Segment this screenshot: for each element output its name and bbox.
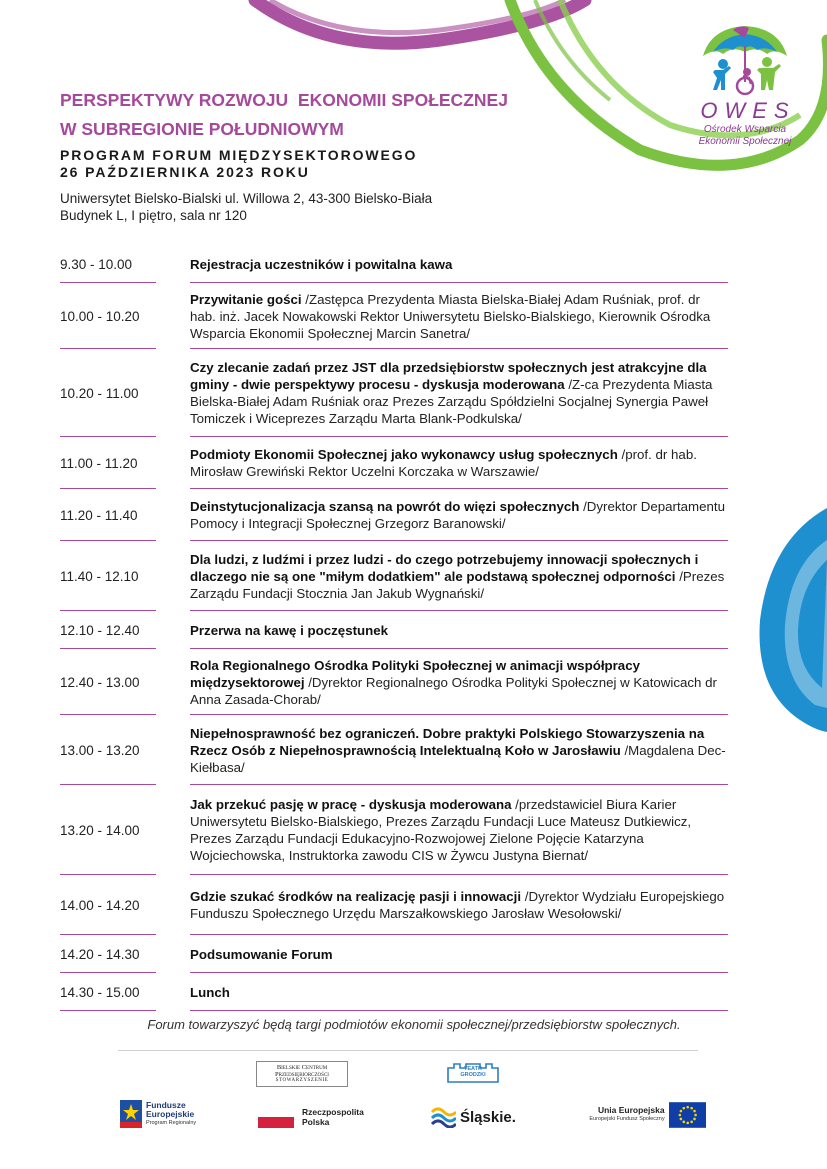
program-time: 12.40 - 13.00 — [60, 674, 140, 690]
subtitle-line1: PROGRAM FORUM MIĘDZYSEKTOROWEGO — [60, 147, 418, 163]
program-row — [60, 935, 728, 973]
program-description — [190, 359, 728, 427]
program-row — [60, 541, 728, 611]
program-topic: Dla ludzi, z ludźmi i przez ludzi - do czego potrzebujemy innowacji społecznych i dlaczego nie są one "miłym dodatkiem" ale podstawą społecznej odporności — [190, 551, 699, 584]
owes-logo — [690, 22, 800, 162]
program-description — [190, 946, 728, 963]
program-description — [190, 622, 728, 639]
program-description — [190, 796, 728, 864]
program-time: 11.00 - 11.20 — [60, 455, 138, 471]
owes-subtitle-line2: Ekonomii Społecznej — [698, 136, 792, 147]
address-line2: Budynek L, I piętro, sala nr 120 — [60, 208, 247, 223]
ue-logo-line1: Unia Europejska — [597, 1105, 665, 1115]
program-speakers: /Dyrektor Wydziału Europejskiego Funduszu Społecznego Urzędu Marszałkowskiego Jarosław Wesołowski/ — [190, 889, 725, 921]
program-row — [60, 649, 728, 715]
eu-star — [686, 1122, 689, 1125]
bcp-logo-line2: Przedsiębiorczości — [275, 1071, 329, 1078]
eu-star — [693, 1118, 696, 1121]
program-time: 10.20 - 11.00 — [60, 385, 139, 401]
program-row — [60, 785, 728, 875]
program-time: 10.00 - 10.20 — [60, 308, 140, 324]
fundusze-europejskie-logo — [120, 1097, 210, 1131]
program-topic: Podsumowanie Forum — [190, 946, 333, 962]
blue-brush-circle — [760, 508, 827, 732]
eu-star — [693, 1110, 696, 1113]
slaskie-waves-icon — [430, 1106, 456, 1128]
program-time: 11.40 - 12.10 — [60, 568, 139, 584]
footer-note: Forum towarzyszyć będą targi podmiotów ekonomii społecznej/przedsiębiorstw społecznych. — [147, 1017, 681, 1032]
program-description — [190, 725, 728, 776]
program-description — [190, 498, 728, 532]
program-time: 9.30 - 10.00 — [60, 256, 133, 272]
program-time: 14.30 - 15.00 — [60, 984, 140, 1000]
owes-wordmark: OWES — [700, 98, 796, 123]
program-time: 12.10 - 12.40 — [60, 622, 140, 638]
program-description — [190, 291, 728, 342]
purple-brush-arc — [255, 0, 585, 43]
program-description — [190, 657, 728, 708]
ue-logo-line2: Europejski Fundusz Społeczny — [589, 1116, 665, 1122]
program-speakers: /prof. dr hab. Mirosław Grewiński Rektor Uczelni Korczaka w Warszawie/ — [190, 447, 697, 479]
page-title — [60, 86, 620, 144]
program-description — [190, 551, 728, 602]
address-line1: Uniwersytet Bielsko-Bialski ul. Willowa 2, 43-300 Bielsko-Biała — [60, 191, 433, 206]
program-time: 13.20 - 14.00 — [60, 822, 140, 838]
eu-star — [682, 1107, 685, 1110]
program-description — [190, 256, 728, 273]
slaskie-logo — [430, 1104, 530, 1130]
eu-star — [682, 1121, 685, 1124]
program-topic: Gdzie szukać środków na realizację pasji i innowacji — [190, 889, 522, 904]
program-description — [190, 984, 728, 1001]
program-schedule — [60, 245, 728, 1011]
program-topic: Niepełnosprawność bez ograniczeń. Dobre praktyki Polskiego Stowarzyszenia na Rzecz Osób z Niepełnosprawnością Intelektualną Koło w Jarosławiu — [190, 725, 705, 758]
program-row — [60, 245, 728, 283]
program-topic: Czy zlecanie zadań przez JST dla przedsiębiorstw społecznych jest atrakcyjne dla gminy - dwie perspektywy procesu - dyskusja moderowana — [190, 360, 707, 392]
page-title-line2: W SUBREGIONIE POŁUDNIOWYM — [60, 119, 344, 139]
program-speakers: /przedstawiciel Biura Karier Uniwersytetu Bielsko-Bialskiego, Prezes Zarządu Fundacji Luce Mateusz Dutkiewicz, Prezes Zarządu Fundacji Edukacyjno-Rozwojowej Zielone Pojęcie Katarzyna Wojciechowska, Instruktorka zawodu CIS w Żywcu Justyna Biernat/ — [190, 797, 692, 863]
unia-europejska-logo — [570, 1097, 710, 1133]
program-topic: Rejestracja uczestników i powitalna kawa — [190, 256, 453, 272]
eu-flag-icon — [669, 1102, 706, 1128]
page-title-line1: PERSPEKTYWY ROZWOJU EKONOMII SPOŁECZNEJ — [60, 90, 508, 110]
program-row — [60, 437, 728, 489]
program-description — [190, 446, 728, 480]
eu-star — [678, 1114, 681, 1117]
row-divider-right — [190, 1010, 728, 1011]
program-topic: Przerwa na kawę i poczęstunek — [190, 622, 389, 638]
eu-star — [690, 1107, 693, 1110]
teatr-logo-line2: GRODZKI — [460, 1072, 486, 1078]
program-topic: Deinstytucjonalizacja szansą na powrót do więzi społecznych — [190, 499, 580, 514]
eu-star — [679, 1110, 682, 1113]
program-time: 13.00 - 13.20 — [60, 742, 140, 758]
teatr-grodzki-logo — [443, 1056, 503, 1090]
footer-divider — [118, 1050, 698, 1051]
row-divider-left — [60, 1010, 156, 1011]
rp-logo-line2: Polska — [302, 1117, 330, 1127]
owes-subtitle-line1: Ośrodek Wsparcia — [703, 124, 787, 135]
fe-logo-line3: Program Regionalny — [146, 1119, 197, 1126]
rzeczpospolita-polska-logo — [258, 1103, 378, 1131]
program-row — [60, 875, 728, 935]
program-speakers: /Prezes Zarządu Fundacji Stocznia Jan Jakub Wygnański/ — [190, 568, 725, 601]
program-row — [60, 489, 728, 541]
program-row — [60, 349, 728, 437]
teatr-logo-line1: TEATR — [464, 1066, 482, 1072]
program-topic: Rola Regionalnego Ośrodka Polityki Społecznej w animacji współpracy międzysektorowej — [190, 657, 640, 690]
fe-logo-line2: Europejskie — [146, 1108, 195, 1119]
bcp-logo-line1: Bielskie Centrum — [276, 1064, 328, 1071]
eu-star — [690, 1121, 693, 1124]
program-time: 14.20 - 14.30 — [60, 946, 140, 962]
program-time: 11.20 - 11.40 — [60, 507, 138, 523]
bcp-logo — [256, 1061, 348, 1087]
eu-star — [679, 1118, 682, 1121]
program-topic: Podmioty Ekonomii Społecznej jako wykonawcy usług społecznych — [190, 447, 618, 462]
program-speakers: /Dyrektor Departamentu Pomocy i Integracji Społecznej Grzegorz Baranowski/ — [190, 499, 725, 531]
polish-flag-icon — [258, 1106, 294, 1128]
umbrella-people-icon — [697, 22, 793, 96]
program-speakers: /Zastępca Prezydenta Miasta Bielska-Białej Adam Ruśniak, prof. dr hab. inż. Jacek Nowakowski Rektor Uniwersytetu Bielsko-Bialskiego, Kierownik Ośrodka Wsparcia Ekonomii Społecznej Marcin Sanetra/ — [190, 291, 711, 341]
program-time: 14.00 - 14.20 — [60, 897, 140, 913]
fe-star-icon — [120, 1100, 142, 1128]
program-row — [60, 715, 728, 785]
program-topic: Lunch — [190, 984, 230, 1000]
program-row — [60, 283, 728, 349]
venue-address — [60, 190, 432, 224]
fe-logo-line1: Fundusze — [146, 1099, 186, 1110]
bcp-logo-line3: STOWARZYSZENIE — [275, 1078, 329, 1083]
program-speakers: /Z-ca Prezydenta Miasta Bielska-Białej Adam Ruśniak oraz Prezes Zarządu Spółdzielni Socjalnej Synergia Paweł Tomiczek i Wiceprezes Zarządu Marta Blank-Podkulska/ — [190, 377, 713, 426]
program-description — [190, 888, 728, 922]
slaskie-wordmark: Śląskie. — [460, 1108, 516, 1126]
eu-star — [694, 1114, 697, 1117]
program-topic: Przywitanie gości — [190, 291, 302, 307]
program-speakers: /Dyrektor Regionalnego Ośrodka Polityki Społecznej w Katowicach dr Anna Zasada-Chorab/ — [190, 674, 717, 707]
rp-logo-line1: Rzeczpospolita — [302, 1107, 364, 1117]
program-row — [60, 973, 728, 1011]
program-row — [60, 611, 728, 649]
program-topic: Jak przekuć pasję w pracę - dyskusja moderowana — [190, 797, 512, 812]
subtitle-line2: 26 PAŹDZIERNIKA 2023 ROKU — [60, 164, 310, 180]
eu-star — [686, 1106, 689, 1109]
page-subtitle — [60, 147, 620, 181]
program-speakers: /Magdalena Dec-Kiełbasa/ — [190, 742, 726, 775]
